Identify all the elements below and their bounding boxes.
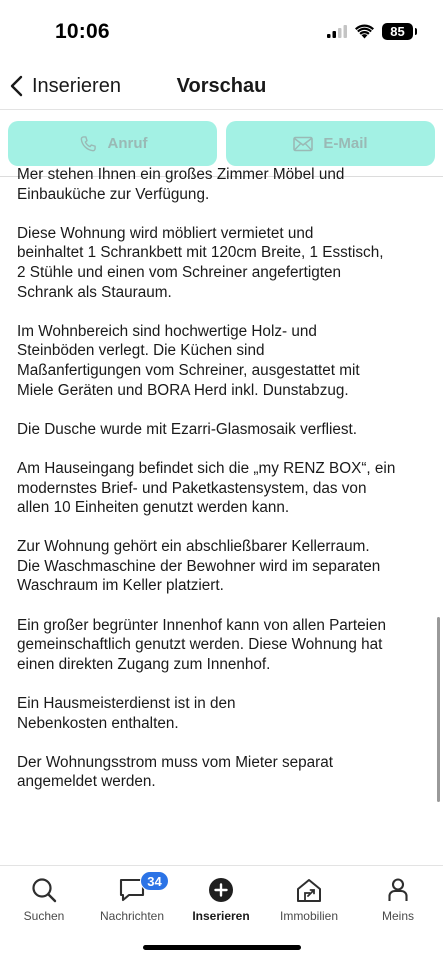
- description-paragraph: Ein großer begrünter Innenhof kann von allen Parteien gemeinschaftlich genutzt werden. Diese Wohnung hat einen direkten Zugang zum Innenhof.: [17, 616, 387, 673]
- description-paragraph: Der Wohnungsstrom muss vom Mieter separat angemeldet werden.: [17, 753, 333, 791]
- description-paragraph: Ein Hausmeisterdienst ist in den Nebenkosten enthalten.: [17, 695, 236, 732]
- description-paragraph: Die Dusche wurde mit Ezarri-Glasmosaik verfliest.: [17, 420, 358, 438]
- tab-label: Nachrichten: [99, 909, 165, 923]
- page-title: Vorschau: [176, 75, 267, 97]
- home-indicator: [143, 945, 301, 950]
- tab-label: Inserieren: [192, 909, 250, 923]
- tab-label: Suchen: [23, 909, 65, 923]
- tab-search[interactable]: [0, 876, 88, 926]
- phone-icon: [78, 134, 98, 154]
- description-paragraph: Mer stehen Ihnen ein großes Zimmer Möbel und Einbauküche zur Verfügung.: [17, 166, 345, 203]
- description-paragraph: Diese Wohnung wird möbliert vermietet und beinhaltet 1 Schrankbett mit 120cm Breite, 1 Esstisch, 2 Stühle und einen vom Schreiner angefertigten Schrank als Stauraum.: [17, 224, 384, 301]
- user-icon: [386, 877, 410, 903]
- tab-mine[interactable]: [354, 876, 442, 926]
- description-paragraph: Zur Wohnung gehört ein abschließbarer Kellerraum. Die Waschmaschine der Bewohner wird im separaten Waschraum im Keller platziert.: [17, 538, 381, 595]
- search-icon: [31, 877, 57, 903]
- tab-messages[interactable]: [88, 876, 176, 926]
- plus-circle-icon: [208, 877, 234, 903]
- nav-header: [0, 62, 443, 110]
- email-button[interactable]: [226, 121, 435, 166]
- tab-label: Meins: [381, 909, 414, 923]
- unread-messages-badge: 34: [140, 871, 169, 891]
- description-paragraph: Im Wohnbereich sind hochwertige Holz- und Steinböden verlegt. Die Küchen sind Maßanfertigungen vom Schreiner, ausgestattet mit Miele Geräten und BORA Herd inkl. Dunstabzug.: [17, 322, 360, 399]
- tab-label: Immobilien: [279, 909, 339, 923]
- house-icon: [295, 877, 323, 903]
- scrollbar[interactable]: [437, 617, 440, 802]
- tab-post-listing[interactable]: [177, 876, 265, 926]
- battery-icon: 85: [382, 23, 413, 40]
- tab-real-estate[interactable]: [265, 876, 353, 926]
- listing-description: [17, 165, 422, 812]
- listing-description-scroll[interactable]: [0, 166, 443, 865]
- mail-icon: [293, 136, 313, 152]
- back-label: Inserieren: [32, 74, 121, 97]
- email-button-label: E-Mail: [323, 135, 368, 152]
- description-paragraph: Am Hauseingang befindet sich die „my RENZ BOX“, ein modernstes Brief- und Paketkastensystem, das von allen 10 Einheiten genutzt werden kann.: [17, 459, 396, 517]
- cellular-signal-icon: [327, 25, 347, 38]
- wifi-icon: [355, 25, 374, 39]
- status-bar: [0, 0, 443, 62]
- call-button[interactable]: [8, 121, 217, 166]
- status-time: 10:06: [55, 20, 110, 43]
- status-icons: [327, 23, 413, 40]
- call-button-label: Anruf: [107, 135, 148, 152]
